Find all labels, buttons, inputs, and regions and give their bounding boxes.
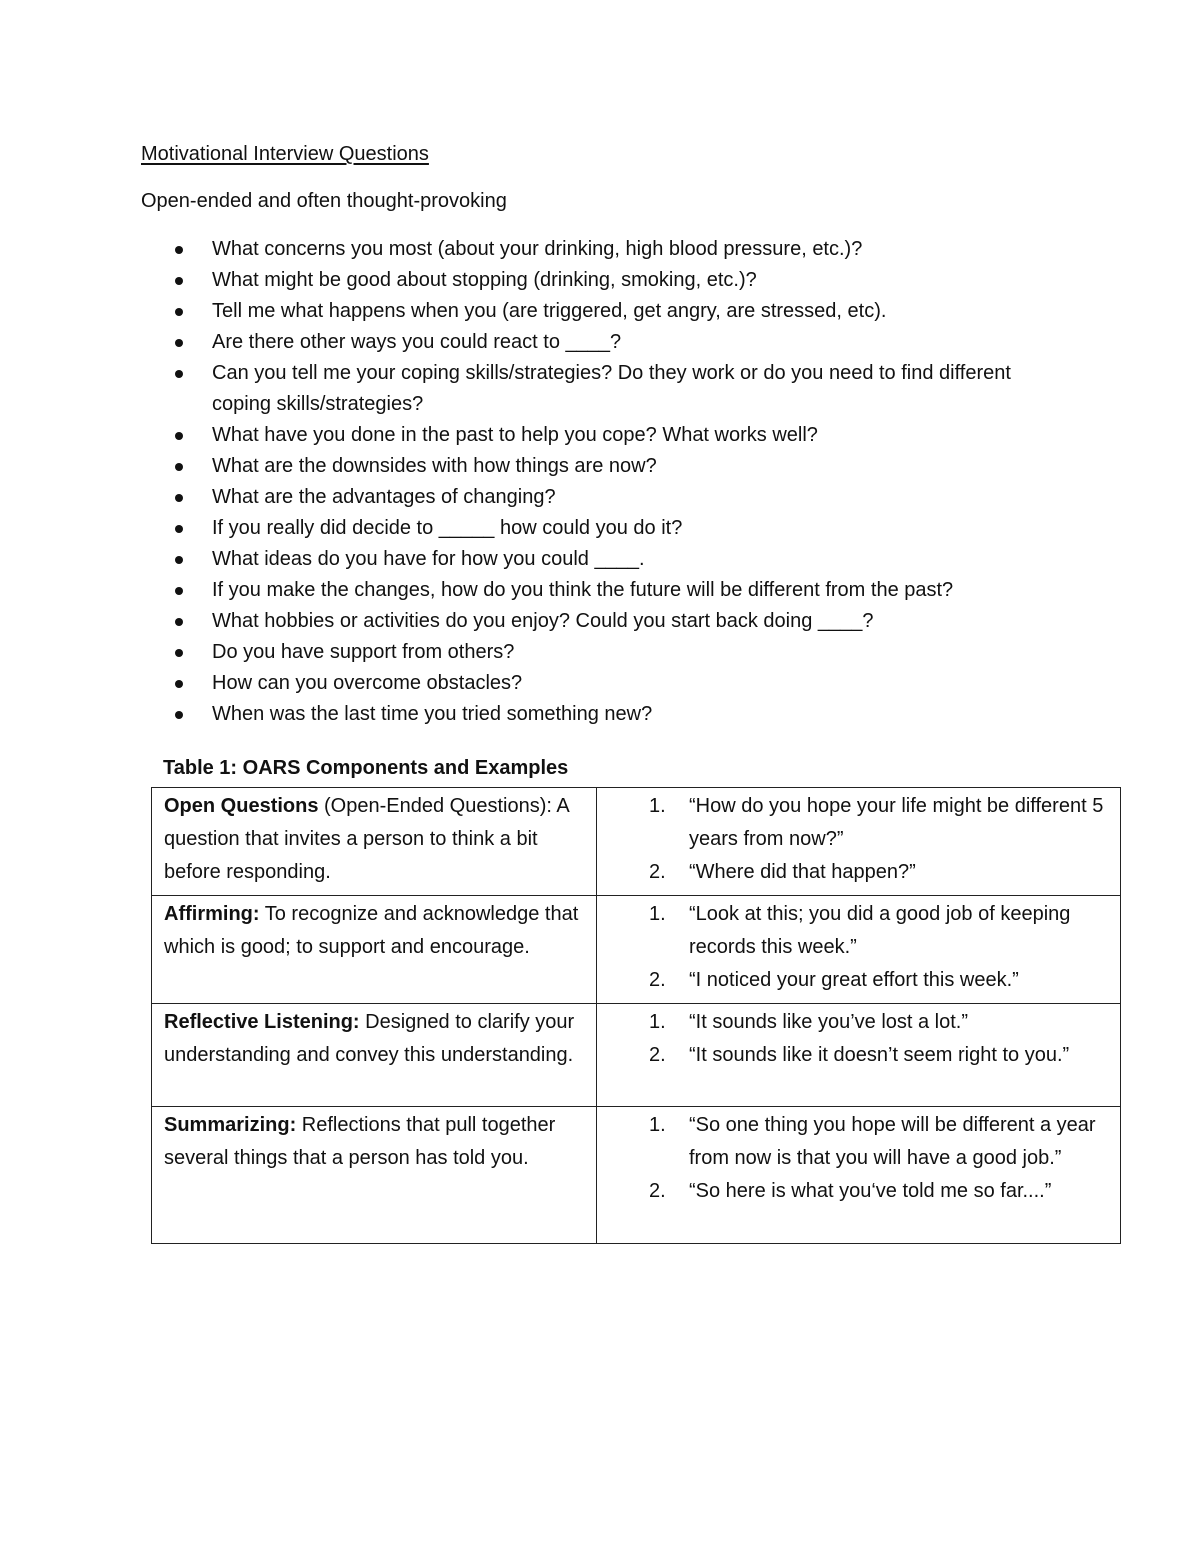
bullet-icon (175, 525, 183, 533)
example-number: 1. (649, 903, 666, 925)
example-number: 2. (649, 1180, 666, 1202)
example-text: “So one thing you hope will be different a year from now is that you will have a good job.” (689, 1114, 1096, 1169)
component-cell (152, 1107, 597, 1244)
example-number: 1. (649, 1114, 666, 1136)
component-term: Open Questions (164, 795, 319, 817)
examples-cell (597, 1107, 1121, 1244)
component-cell (152, 1004, 597, 1107)
component-description: Designed to clarify your understanding and convey this understanding. (164, 1011, 575, 1066)
bullet-icon (175, 587, 183, 595)
question-text: Do you have support from others? (212, 641, 515, 663)
bullet-icon (175, 649, 183, 657)
table-row (152, 896, 1121, 1004)
component-term: Summarizing: (164, 1114, 297, 1136)
question-text: What have you done in the past to help you cope? What works well? (212, 424, 818, 446)
bullet-icon (175, 308, 183, 316)
examples-cell (597, 788, 1121, 896)
examples-list (609, 1109, 1110, 1208)
page-subtitle: Open-ended and often thought-provoking (141, 190, 507, 212)
component-cell (152, 788, 597, 896)
example-item (609, 1006, 1110, 1039)
example-text: “So here is what you‘ve told me so far....” (689, 1180, 1052, 1202)
component-term: Reflective Listening: (164, 1011, 360, 1033)
example-text: “Where did that happen?” (689, 861, 916, 883)
question-text: What might be good about stopping (drinking, smoking, etc.)? (212, 269, 757, 291)
example-item (609, 856, 1110, 889)
example-text: “I noticed your great effort this week.” (689, 969, 1019, 991)
examples-list (609, 898, 1110, 997)
example-text: “Look at this; you did a good job of keeping records this week.” (689, 903, 1071, 958)
page-title: Motivational Interview Questions (141, 143, 429, 165)
question-text: Are there other ways you could react to ____? (212, 331, 622, 353)
table-row (152, 1004, 1121, 1107)
example-item (609, 964, 1110, 997)
bullet-icon (175, 432, 183, 440)
example-item (609, 1039, 1110, 1072)
example-number: 1. (649, 795, 666, 817)
question-text: If you really did decide to _____ how could you do it? (212, 517, 683, 539)
examples-cell (597, 896, 1121, 1004)
question-text: What concerns you most (about your drinking, high blood pressure, etc.)? (212, 238, 863, 260)
question-text: Can you tell me your coping skills/strategies? Do they work or do you need to find different coping skills/strategies? (212, 362, 1011, 415)
bullet-icon (175, 339, 183, 347)
bullet-icon (175, 463, 183, 471)
component-description: Reflections that pull together several things that a person has told you. (164, 1114, 556, 1169)
example-item (609, 790, 1110, 856)
component-cell (152, 896, 597, 1004)
question-text: What hobbies or activities do you enjoy? Could you start back doing ____? (212, 610, 874, 632)
question-text: What ideas do you have for how you could ____. (212, 548, 645, 570)
bullet-icon (175, 680, 183, 688)
component-description: (Open-Ended Questions): A question that invites a person to think a bit before responding. (164, 795, 569, 883)
question-text: If you make the changes, how do you think the future will be different from the past? (212, 579, 954, 601)
question-text: What are the downsides with how things are now? (212, 455, 657, 477)
example-text: “It sounds like you’ve lost a lot.” (689, 1011, 969, 1033)
example-item (609, 1109, 1110, 1175)
question-text: What are the advantages of changing? (212, 486, 556, 508)
bullet-icon (175, 618, 183, 626)
bullet-icon (175, 556, 183, 564)
example-number: 2. (649, 861, 666, 883)
examples-cell (597, 1004, 1121, 1107)
question-text: When was the last time you tried something new? (212, 703, 653, 725)
bullet-icon (175, 494, 183, 502)
bullet-icon (175, 277, 183, 285)
component-term: Affirming: (164, 903, 260, 925)
table-row (152, 1107, 1121, 1244)
example-number: 2. (649, 1044, 666, 1066)
question-text: Tell me what happens when you (are triggered, get angry, are stressed, etc). (212, 300, 887, 322)
bullet-icon (175, 370, 183, 378)
question-text: How can you overcome obstacles? (212, 672, 523, 694)
examples-list (609, 790, 1110, 889)
example-number: 1. (649, 1011, 666, 1033)
example-text: “It sounds like it doesn’t seem right to you.” (689, 1044, 1070, 1066)
bullet-icon (175, 246, 183, 254)
component-description: To recognize and acknowledge that which is good; to support and encourage. (164, 903, 579, 958)
examples-list (609, 1006, 1110, 1072)
table-row (152, 788, 1121, 896)
example-number: 2. (649, 969, 666, 991)
example-item (609, 1175, 1110, 1208)
example-item (609, 898, 1110, 964)
oars-table (151, 787, 1121, 1244)
example-text: “How do you hope your life might be different 5 years from now?” (689, 795, 1104, 850)
table-caption: Table 1: OARS Components and Examples (163, 757, 569, 779)
bullet-icon (175, 711, 183, 719)
